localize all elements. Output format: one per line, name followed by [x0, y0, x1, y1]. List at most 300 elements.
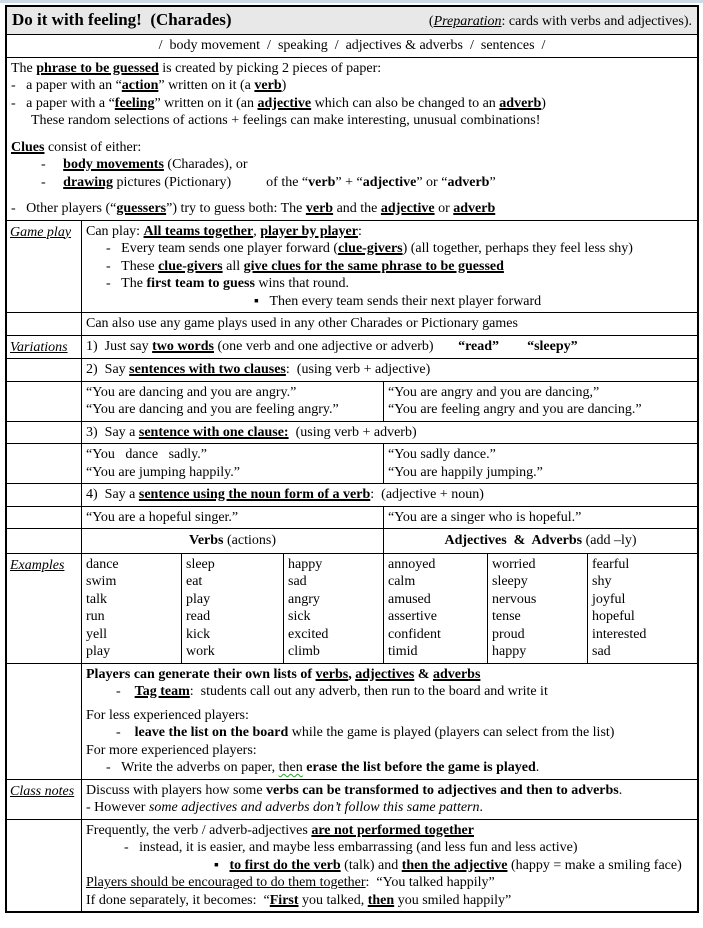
text-run: , — [348, 666, 356, 682]
text-run: clue-givers — [158, 258, 223, 274]
text-line — [492, 573, 583, 591]
text-run: “You are a singer who is hopeful.” — [388, 509, 582, 525]
text-run: ” + “ — [335, 174, 363, 190]
text-run: verb — [254, 78, 282, 93]
text-run: adjective — [380, 201, 435, 216]
text-run: 4) Say a — [86, 487, 139, 502]
text-run: (happy = make a smiling face) — [507, 857, 682, 873]
text-run: Adjectives & Adverbs — [444, 533, 583, 548]
text-line — [288, 626, 379, 644]
text-line — [288, 591, 379, 609]
text-run: (talk) and — [340, 857, 402, 873]
text-line — [11, 139, 693, 157]
text-run: “You are angry and you are dancing,” — [388, 384, 600, 400]
row-variation-3-examples — [7, 443, 697, 483]
text-run: some adjectives and adverbs don’t follow this same pattern — [148, 800, 480, 815]
text-run: 1) Just say — [86, 338, 153, 354]
text-run: which can also be changed to an — [311, 95, 500, 111]
text-line — [11, 191, 693, 200]
text-run: For more experienced players: — [86, 742, 257, 758]
doc-table — [5, 5, 699, 913]
text-line — [288, 573, 379, 591]
text-line — [388, 626, 483, 644]
text-line — [492, 643, 583, 661]
text-run: - — [116, 725, 135, 740]
text-run: . — [618, 782, 623, 798]
text-run: angry — [288, 591, 320, 607]
text-line — [186, 591, 279, 609]
text-run: Verbs — [189, 533, 224, 548]
text-line — [592, 591, 693, 609]
variation-4-header-line — [86, 486, 693, 504]
text-run: sick — [288, 609, 311, 624]
text-run: to first do the verb — [229, 857, 341, 873]
text-line — [86, 724, 693, 742]
text-run: - — [41, 157, 64, 172]
text-run: : students call out any adverb, then run to the board and write it — [189, 684, 548, 699]
variation-2-header-line — [86, 361, 693, 379]
skills-cell — [7, 35, 697, 57]
text-run: / body movement / speaking / adjectives & adverbs / sentences / — [158, 38, 546, 53]
text-run: yell — [86, 626, 107, 642]
text-run: , — [253, 223, 261, 239]
text-run: : (adjective + noun) — [370, 487, 484, 502]
text-run: play — [186, 591, 211, 607]
text-run: - a paper with a “ — [11, 95, 115, 111]
text-line — [11, 77, 693, 95]
text-line — [86, 556, 177, 574]
variation-1-line — [86, 338, 693, 356]
row-examples — [7, 553, 697, 663]
empty-label-cell — [7, 382, 81, 421]
text-line — [11, 130, 693, 139]
text-run: feeling — [114, 95, 155, 111]
text-run: ”) try to guess both: The — [166, 201, 306, 216]
row-canalso — [7, 312, 697, 335]
text-line — [388, 384, 693, 402]
text-line — [86, 275, 693, 293]
text-run: eat — [186, 574, 203, 589]
row-skills — [7, 34, 697, 57]
text-run: Tag team — [134, 684, 190, 699]
variation-4-header-cell — [81, 484, 697, 506]
text-run: happy — [492, 644, 527, 659]
text-line — [592, 573, 693, 591]
text-run: timid — [388, 644, 418, 659]
text-run: Frequently, the verb / adverb-adjectives — [86, 822, 312, 838]
text-run: all — [222, 258, 244, 274]
text-run: shy — [592, 574, 612, 589]
text-run: (actions) — [223, 533, 276, 548]
text-run: - However — [86, 800, 149, 815]
text-run: consist of either: — [44, 139, 142, 155]
variation-2-right-cell — [383, 382, 697, 421]
text-run: ” written on it (a — [158, 78, 255, 93]
text-run: “You are dancing and you are feeling angry.” — [86, 402, 339, 417]
text-line — [186, 608, 279, 626]
text-line — [388, 446, 693, 464]
empty-label-cell — [7, 444, 81, 483]
text-line — [492, 608, 583, 626]
text-run: verb — [305, 201, 334, 216]
text-run: worried — [492, 556, 536, 572]
row-variation-2-header — [7, 358, 697, 381]
intro-cell — [7, 58, 697, 220]
window-edge-strip — [0, 0, 703, 3]
text-run: amused — [388, 591, 431, 607]
word-column-verbs-2 — [181, 554, 283, 663]
text-line — [86, 799, 693, 817]
text-line — [86, 759, 693, 777]
word-column-adjectives-2 — [487, 554, 587, 663]
text-line — [592, 626, 693, 644]
text-line — [11, 60, 693, 78]
row-intro — [7, 57, 697, 220]
text-line — [86, 240, 693, 258]
text-run: joyful — [592, 591, 626, 607]
text-run: sad — [592, 644, 611, 659]
text-line — [86, 223, 693, 241]
text-run: nervous — [492, 591, 537, 607]
text-line — [86, 666, 693, 684]
row-variation-4-examples — [7, 506, 697, 529]
text-line — [186, 556, 279, 574]
label-variations-text: Variations — [10, 339, 68, 355]
text-line — [388, 591, 483, 609]
text-run: The — [11, 60, 37, 76]
text-run: proud — [492, 626, 525, 642]
text-line — [86, 822, 693, 840]
text-run: “You are happily jumping.” — [388, 464, 543, 480]
text-line — [11, 200, 693, 218]
text-run: climb — [288, 644, 320, 659]
row-final-notes — [7, 819, 697, 912]
text-run: while the game is played (players can select from the list) — [288, 725, 615, 740]
text-run: leave the list on the board — [134, 725, 289, 740]
label-variations — [7, 336, 81, 359]
label-examples-text: Examples — [10, 557, 65, 573]
word-column-verbs-3 — [283, 554, 383, 663]
text-run: give clues for the same phrase to be guessed — [243, 258, 504, 274]
text-run: “read” — [433, 338, 500, 354]
text-run: . — [479, 800, 484, 815]
text-run: you smiled happily” — [394, 892, 512, 908]
variation-3-right-cell — [383, 444, 697, 483]
text-run: - Every team sends one player forward ( — [106, 241, 339, 256]
text-run: : “You talked happily” — [365, 875, 495, 890]
text-run: “You are feeling angry and you are dancing.” — [388, 402, 642, 417]
text-line — [388, 509, 693, 527]
empty-label-cell — [7, 422, 81, 444]
variation-3-left-cell — [81, 444, 383, 483]
text-line — [388, 573, 483, 591]
text-line — [186, 626, 279, 644]
text-run: “You are jumping happily.” — [86, 464, 240, 480]
text-run: tense — [492, 609, 521, 624]
text-run: fearful — [592, 556, 630, 572]
text-line — [86, 608, 177, 626]
text-run: wins that round. — [254, 276, 350, 291]
text-run: For less experienced players: — [86, 707, 249, 723]
text-run: adjectives — [355, 666, 415, 682]
text-run: swim — [86, 574, 117, 589]
text-line — [492, 591, 583, 609]
text-run: If done separately, it becomes: “ — [86, 892, 270, 908]
text-run: pictures (Pictionary) of the “ — [112, 174, 309, 190]
empty-label-cell — [7, 507, 81, 529]
text-run: sleep — [186, 556, 215, 572]
label-game-play — [7, 221, 81, 313]
adjectives-header-line — [386, 532, 695, 550]
label-class-notes-text: Class notes — [10, 783, 75, 799]
text-run: or — [434, 201, 454, 216]
text-run: sentence using the noun form of a verb — [138, 487, 371, 502]
text-run: “You dance sadly.” — [86, 447, 207, 462]
class-notes-cell — [81, 780, 697, 819]
text-line — [11, 112, 693, 130]
text-run: (one verb and one adjective or adverb) — [213, 338, 434, 354]
text-run: ” written on it (an — [154, 95, 258, 111]
text-run: Clues — [11, 139, 45, 155]
text-run: 3) Say a — [86, 424, 139, 440]
text-line — [11, 95, 693, 113]
canalso-cell — [81, 313, 697, 335]
empty-label-cell — [7, 484, 81, 506]
text-line — [86, 464, 379, 482]
text-run: - The — [106, 276, 147, 291]
text-run: - — [41, 174, 64, 190]
row-generate — [7, 663, 697, 779]
text-run: sleepy — [492, 574, 528, 589]
text-line — [592, 643, 693, 661]
text-line — [492, 626, 583, 644]
verbs-header-cell — [81, 529, 383, 553]
text-run: interested — [592, 626, 647, 642]
text-line — [86, 626, 177, 644]
text-line — [86, 857, 693, 875]
text-run: Players should be encouraged to do them together — [86, 875, 366, 890]
variation-3-header-cell — [81, 422, 697, 444]
text-run: and the — [333, 201, 381, 216]
text-line — [86, 643, 177, 661]
text-run: These random selections of actions + feelings can make interesting, unusual combinations! — [31, 113, 541, 128]
text-run: Do it with feeling! (Charades) — [12, 10, 232, 29]
text-run: : — [357, 223, 362, 239]
text-run: body movements — [63, 157, 164, 172]
text-line — [11, 156, 693, 174]
text-run: Can also use any game plays used in any other Charades or Pictionary games — [86, 316, 518, 331]
final-notes-cell — [81, 820, 697, 912]
text-run: “sleepy” — [499, 338, 578, 354]
text-run: kick — [186, 626, 211, 642]
text-run: is created by picking 2 pieces of paper: — [158, 60, 382, 76]
skills-line — [11, 37, 693, 55]
empty-label-cell — [7, 820, 81, 912]
text-line — [388, 556, 483, 574]
text-run: action — [121, 78, 159, 93]
row-variation-2-examples — [7, 381, 697, 421]
text-run: ” or “ — [416, 174, 448, 190]
page-title — [12, 10, 232, 30]
text-run: - a paper with an “ — [11, 78, 122, 93]
text-run: ) — [281, 78, 287, 93]
empty-label-cell — [7, 359, 81, 381]
text-run: (Charades), or — [163, 157, 248, 172]
text-run: guessers — [116, 201, 167, 216]
text-run: “You sadly dance.” — [388, 447, 496, 462]
preparation-note — [429, 14, 692, 30]
text-line — [86, 782, 693, 800]
text-run: : cards with verbs and adjectives). — [501, 14, 692, 29]
word-column-adjectives-3 — [587, 554, 697, 663]
text-line — [186, 643, 279, 661]
text-run: ” — [489, 174, 496, 190]
text-run: - instead, it is easier, and maybe less embarrassing (and less fun and less active) — [124, 840, 578, 855]
text-run: then the adjective — [401, 857, 508, 873]
text-run: & — [414, 666, 433, 682]
text-line — [492, 556, 583, 574]
text-line — [86, 573, 177, 591]
text-run: verbs — [315, 666, 349, 682]
text-line — [288, 556, 379, 574]
text-line — [86, 509, 379, 527]
text-run: you talked, — [298, 892, 368, 908]
text-run: annoyed — [388, 556, 436, 572]
text-run: then — [278, 760, 303, 775]
text-run: adverb — [499, 95, 542, 111]
text-run: hopeful — [592, 609, 635, 624]
text-run: Players can generate their own lists of — [86, 666, 316, 682]
word-column-adjectives-1 — [383, 554, 487, 663]
text-line — [86, 683, 693, 701]
variation-2-left-cell — [81, 382, 383, 421]
text-line — [86, 892, 693, 910]
text-run: talk — [86, 591, 107, 607]
text-run: are not performed together — [311, 822, 474, 838]
text-run: play — [86, 644, 111, 659]
variation-1-cell — [81, 336, 697, 359]
text-line — [388, 401, 693, 419]
text-line — [592, 556, 693, 574]
text-run: confident — [388, 626, 441, 642]
text-run: First — [269, 892, 299, 908]
text-run: run — [86, 609, 105, 624]
variation-2-header-cell — [81, 359, 697, 381]
text-run: phrase to be guessed — [36, 60, 159, 76]
text-line — [186, 573, 279, 591]
text-run: “You are dancing and you are angry.” — [86, 384, 297, 400]
text-run: “You are a hopeful singer.” — [86, 509, 239, 525]
row-variation-4-header — [7, 483, 697, 506]
text-run: player by player — [260, 223, 358, 239]
text-run: clue-givers — [338, 241, 403, 256]
text-run: ▪ Then every team sends their next player forward — [254, 293, 542, 309]
text-run: - — [116, 684, 135, 699]
text-line — [11, 174, 693, 192]
text-run: . — [535, 760, 540, 775]
text-run: adverb — [447, 174, 490, 190]
text-line — [592, 608, 693, 626]
canalso-line — [86, 315, 693, 333]
text-line — [388, 643, 483, 661]
text-run: (using verb + adverb) — [288, 424, 417, 440]
text-line — [86, 874, 693, 892]
text-line — [86, 591, 177, 609]
text-run: calm — [388, 574, 416, 589]
text-run: adjective — [362, 174, 417, 190]
text-line — [86, 839, 693, 857]
text-run: adverbs — [432, 666, 481, 682]
text-line — [86, 446, 379, 464]
empty-label-cell — [7, 664, 81, 779]
text-run: assertive — [388, 609, 437, 624]
text-line — [288, 643, 379, 661]
empty-label-cell — [7, 313, 81, 335]
label-game-play-text: Game play — [10, 224, 72, 240]
verbs-header-line — [84, 532, 381, 550]
text-run: Preparation — [433, 14, 502, 29]
text-run: sad — [288, 574, 307, 589]
text-line — [388, 464, 693, 482]
text-run: erase the list before the game is played — [306, 760, 536, 775]
text-run: drawing — [63, 174, 113, 190]
text-run: work — [186, 644, 215, 659]
text-line — [86, 293, 693, 311]
text-run: happy — [288, 556, 323, 572]
row-variation-3-header — [7, 421, 697, 444]
label-class-notes — [7, 780, 81, 819]
text-run: adverb — [453, 201, 496, 216]
variation-4-left-cell — [81, 507, 383, 529]
text-run: Discuss with players how some — [86, 782, 267, 798]
text-run: 2) Say — [86, 362, 130, 377]
title-cell — [7, 7, 697, 34]
word-column-verbs-1 — [81, 554, 181, 663]
text-run: first team to guess — [146, 276, 255, 291]
text-run: sentences with two clauses — [129, 362, 286, 377]
row-words-header — [7, 528, 697, 553]
text-run: dance — [86, 556, 119, 572]
text-line — [86, 258, 693, 276]
text-run: : (using verb + adjective) — [285, 362, 431, 377]
text-run: then — [367, 892, 395, 908]
variation-4-right-cell — [383, 507, 697, 529]
text-line — [86, 401, 379, 419]
text-run: verb — [308, 174, 336, 190]
text-line — [86, 742, 693, 760]
generate-cell — [81, 664, 697, 779]
label-examples — [7, 554, 81, 663]
text-run: All teams together — [143, 223, 254, 239]
text-run: read — [186, 609, 211, 624]
text-line — [388, 608, 483, 626]
text-run: - These — [106, 258, 159, 274]
row-title — [7, 7, 697, 34]
text-run: Can play: — [86, 223, 144, 239]
text-line — [288, 608, 379, 626]
text-run: ▪ — [214, 857, 230, 873]
row-variation-1 — [7, 335, 697, 359]
text-run: adjective — [257, 95, 312, 111]
text-run: two words — [152, 338, 214, 354]
adjectives-header-cell — [383, 529, 697, 553]
gameplay-cell — [81, 221, 697, 313]
text-run: - Write the adverbs on paper, — [106, 760, 279, 775]
text-run: ) — [541, 95, 546, 111]
row-class-notes — [7, 779, 697, 819]
row-gameplay — [7, 220, 697, 313]
text-run: sentence with one clause: — [138, 424, 289, 440]
